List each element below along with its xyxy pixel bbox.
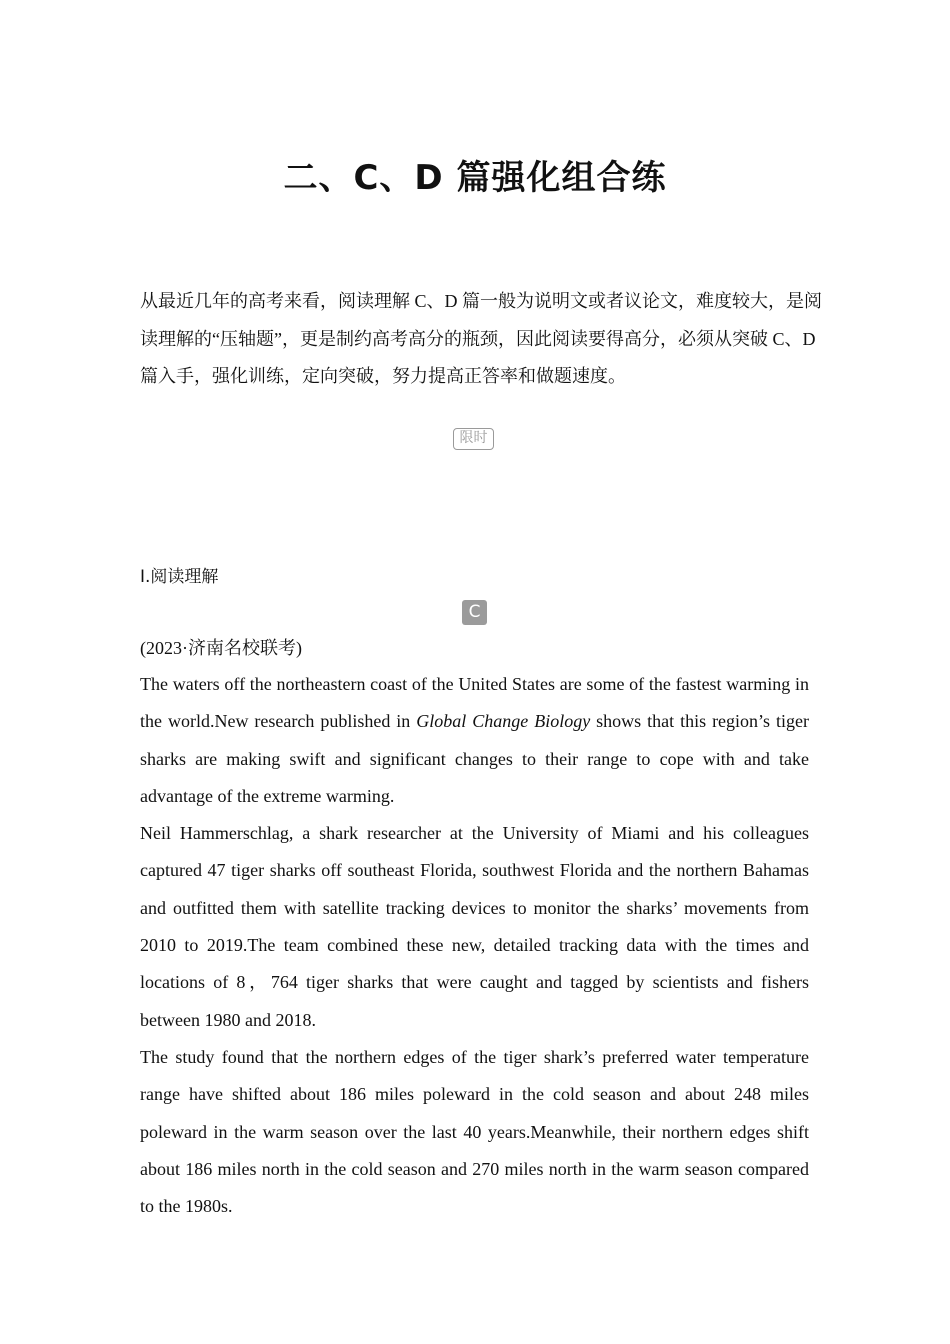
page-title: 二、C、D 篇强化组合练 <box>283 158 667 198</box>
passage-paragraph-1 <box>140 666 809 815</box>
passage-source: (2023·济南名校联考) <box>140 638 302 658</box>
time-limit-badge: 限时 <box>453 428 494 450</box>
passage-paragraph-2: Neil Hammerschlag, a shark researcher at the University of Miami and his colleagues captured 47 tiger sharks off southeast Florida, southwest Florida and the northern Bahamas and outfitted them with satellite tracking devices to monitor the sharks’ movements from 2010 to 2019.The team combined these new, detailed tracking data with the times and locations of 8，764 tiger sharks that were caught and tagged by scientists and fishers between 1980 and 2018. <box>140 823 809 1030</box>
passage-label-badge: C <box>462 600 487 625</box>
passage-paragraph-3: The study found that the northern edges of the tiger shark’s preferred water temperature range have shifted about 186 miles poleward in the cold season and about 248 miles poleward in the warm season over the last 40 years.Meanwhile, their northern edges shift about 186 miles north in the cold season and 270 miles north in the warm season compared to the 1980s. <box>140 1046 809 1217</box>
paragraph-1-text-before: The waters off the northeastern coast of the United States are some of the fastest warming in the world.New research published in <box>140 674 809 732</box>
journal-title: Global Change Biology <box>416 711 591 732</box>
passage-body <box>140 666 809 1225</box>
intro-paragraph: 从最近几年的高考来看，阅读理解 C、D 篇一般为说明文或者议论文，难度较大，是阅读理解的“压轴题”，更是制约高考高分的瓶颈，因此阅读要得高分，必须从突破 C、D 篇入手，强化训练，定向突破，努力提高正答率和做题速度。 <box>140 291 823 386</box>
section-heading: Ⅰ.阅读理解 <box>140 567 219 587</box>
paragraph-1-text-after: shows that this region’s tiger sharks are making swift and significant changes to their range to cope with and take advantage of the extreme warming. <box>140 711 810 806</box>
